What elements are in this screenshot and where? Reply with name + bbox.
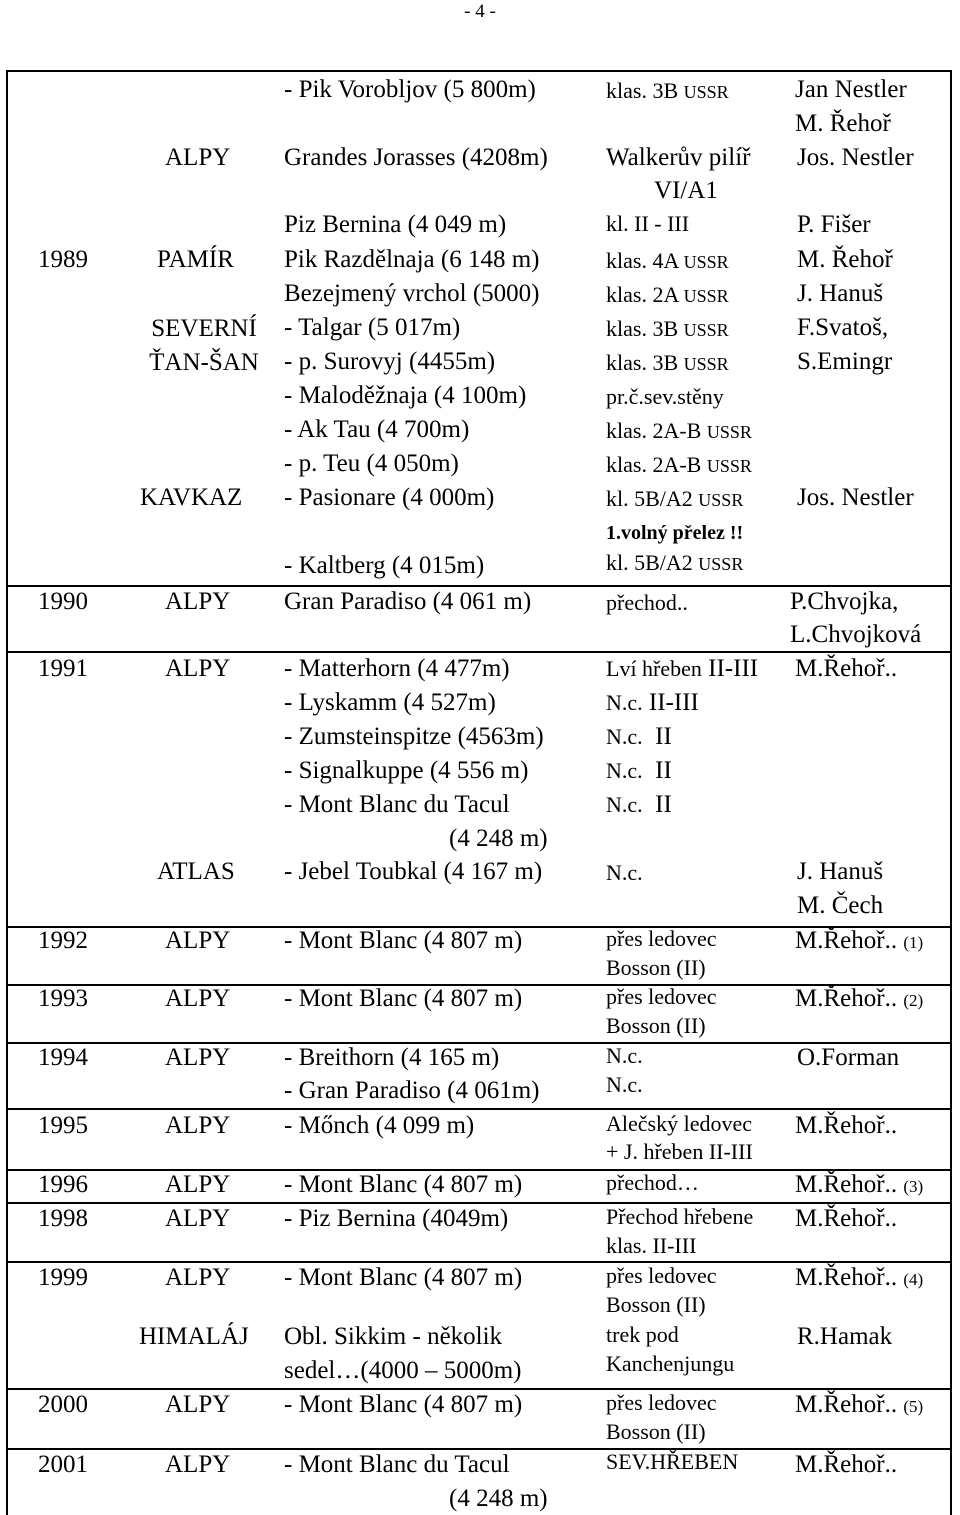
year: 1990 (38, 588, 88, 615)
grade: N.c. (606, 1072, 643, 1097)
climber-name-text: M.Řehoř.. (795, 985, 898, 1012)
grade-tag: USSR (706, 456, 752, 476)
climber-name: P. Fišer (797, 211, 871, 238)
grade: SEV.HŘEBEN (606, 1449, 739, 1474)
grade-tag: USSR (698, 554, 744, 574)
grade (606, 451, 752, 480)
year: 1994 (38, 1044, 88, 1071)
grade: trek pod (606, 1322, 679, 1347)
route: - Lyskamm (4 527m) (284, 689, 496, 716)
route: Gran Paradiso (4 061 m) (284, 588, 532, 615)
region: ALPY (165, 1044, 231, 1071)
region: HIMALÁJ (139, 1323, 249, 1350)
grade: Walkerův pilíř (606, 144, 751, 171)
footnote-ref: (3) (903, 1177, 924, 1196)
grade-value: klas. 3B (606, 316, 679, 341)
region: ALPY (165, 1112, 231, 1139)
grade: Bosson (II) (606, 1013, 706, 1038)
grade: přes ledovec (606, 1390, 717, 1415)
grade (606, 485, 743, 514)
climber-name (795, 926, 923, 958)
region: ŤAN-ŠAN (149, 349, 259, 376)
grade (606, 349, 729, 378)
route: - Zumsteinspitze (4563m) (284, 723, 544, 750)
route: - Talgar (5 017m) (284, 314, 461, 341)
grade-prefix: N.c. (606, 724, 643, 749)
route: - Pik Vorobljov (5 800m) (284, 76, 536, 103)
grade-value: II (655, 723, 672, 750)
grade (606, 756, 672, 786)
region: ALPY (165, 144, 231, 171)
grade-tag: USSR (698, 490, 744, 510)
route: Obl. Sikkim - několik (284, 1323, 503, 1350)
grade: Kanchenjungu (606, 1351, 735, 1376)
grade: N.c. (606, 860, 643, 885)
route: Grandes Jorasses (4208m) (284, 144, 548, 171)
climber-name-text: M.Řehoř.. (795, 1171, 898, 1198)
grade-value: II-III (708, 655, 759, 682)
route: - Mont Blanc du Tacul (284, 791, 510, 818)
climber-name: J. Hanuš (797, 280, 884, 307)
climber-name: F.Svatoš, (797, 314, 889, 341)
grade-value: klas. 3B (606, 350, 679, 375)
region: PAMÍR (157, 246, 234, 273)
grade-prefix: N.c. (606, 690, 643, 715)
grade-value: kl. 5B/A2 (606, 486, 693, 511)
footnote-ref: (5) (903, 1397, 924, 1416)
year: 1998 (38, 1205, 88, 1232)
climber-name: M.Řehoř.. (795, 1112, 898, 1139)
route: - Ak Tau (4 700m) (284, 416, 470, 443)
region: ALPY (165, 1171, 231, 1198)
grade (606, 77, 729, 106)
route: - Pasionare (4 000m) (284, 484, 495, 511)
climber-name: Jan Nestler (795, 76, 907, 103)
grade (606, 688, 699, 718)
route: - Maloděžnaja (4 100m) (284, 382, 527, 409)
region: ALPY (165, 1205, 231, 1232)
climber-name: L.Chvojková (790, 621, 922, 648)
climber-name: Jos. Nestler (797, 484, 914, 511)
grade-value: 1.volný přelez !! (606, 522, 744, 544)
climber-name: M.Řehoř.. (795, 655, 898, 682)
grade (606, 417, 752, 446)
grade-value: II-III (648, 689, 699, 716)
year: 2000 (38, 1391, 88, 1418)
grade-tag: USSR (683, 286, 729, 306)
year: 1991 (38, 655, 88, 682)
route: - Jebel Toubkal (4 167 m) (284, 858, 543, 885)
route: - Mont Blanc (4 807 m) (284, 927, 523, 954)
grade-value: kl. 5B/A2 (606, 550, 693, 575)
grade: přechod… (606, 1170, 699, 1195)
grade-tag: USSR (683, 82, 729, 102)
grade: Bosson (II) (606, 1419, 706, 1444)
grade: přes ledovec (606, 926, 717, 951)
grade (606, 281, 729, 310)
grade: pr.č.sev.stěny (606, 384, 724, 409)
climber-name (795, 1263, 923, 1295)
grade: Přechod hřebene (606, 1204, 754, 1229)
grade-value: klas. 4A (606, 248, 679, 273)
grade-note (606, 518, 743, 547)
route: - Piz Bernina (4049m) (284, 1205, 509, 1232)
grade: VI/A1 (654, 177, 718, 204)
year: 1993 (38, 985, 88, 1012)
route: - p. Surovyj (4455m) (284, 348, 496, 375)
grade (606, 654, 758, 684)
grade: klas. II-III (606, 1233, 697, 1258)
climber-name: M.Řehoř.. (795, 1205, 898, 1232)
footnote-ref: (2) (903, 991, 924, 1010)
region: ALPY (165, 1264, 231, 1291)
grade (606, 549, 743, 578)
grade (606, 790, 672, 820)
grade: Bosson (II) (606, 955, 706, 980)
route: - Kaltberg (4 015m) (284, 552, 485, 579)
climber-name: R.Hamak (797, 1323, 893, 1350)
grade-prefix: N.c. (606, 758, 643, 783)
grade: N.c. (606, 1043, 643, 1068)
grade-tag: USSR (683, 354, 729, 374)
region: ALPY (165, 985, 231, 1012)
climber-name: M. Řehoř (797, 246, 893, 273)
region: ALPY (165, 1451, 231, 1478)
climber-name (795, 1390, 923, 1422)
footnote-ref: (1) (903, 933, 924, 952)
row-divider (8, 1108, 950, 1110)
grade-value: klas. 2A-B (606, 418, 702, 443)
grade-value: II (655, 757, 672, 784)
climber-name: S.Emingr (797, 348, 893, 375)
climber-name: Jos. Nestler (797, 144, 914, 171)
route: (4 248 m) (449, 1485, 548, 1512)
route: - Signalkuppe (4 556 m) (284, 757, 529, 784)
route: - Breithorn (4 165 m) (284, 1044, 500, 1071)
region: ALPY (165, 927, 231, 954)
grade: + J. hřeben II-III (606, 1139, 753, 1164)
grade: přes ledovec (606, 1263, 717, 1288)
grade (606, 315, 729, 344)
climber-name: M. Řehoř (795, 110, 891, 137)
region: ATLAS (157, 858, 235, 885)
grade-value: II (655, 791, 672, 818)
route: Pik Razdělnaja (6 148 m) (284, 246, 540, 273)
route: - Mont Blanc (4 807 m) (284, 1171, 523, 1198)
route: Piz Bernina (4 049 m) (284, 211, 507, 238)
route: - Mont Blanc du Tacul (284, 1451, 510, 1478)
route: - Gran Paradiso (4 061m) (284, 1077, 540, 1104)
climber-name-text: M.Řehoř.. (795, 1391, 898, 1418)
route: - Mőnch (4 099 m) (284, 1112, 475, 1139)
grade-tag: USSR (683, 252, 729, 272)
grade: Alečský ledovec (606, 1111, 752, 1136)
grade-prefix: Lví hřeben (606, 656, 702, 681)
row-divider (8, 651, 950, 653)
region: ALPY (165, 655, 231, 682)
climber-name-text: M.Řehoř.. (795, 927, 898, 954)
route: sedel…(4000 – 5000m) (284, 1357, 522, 1384)
region: ALPY (165, 588, 231, 615)
grade: přechod.. (606, 590, 688, 615)
year: 1999 (38, 1264, 88, 1291)
page-number: - 4 - (464, 1, 496, 22)
year: 1992 (38, 927, 88, 954)
grade: Bosson (II) (606, 1292, 706, 1317)
region: SEVERNÍ (151, 315, 257, 342)
climber-name (795, 1170, 923, 1202)
year: 1995 (38, 1112, 88, 1139)
region: KAVKAZ (140, 484, 243, 511)
route: - Matterhorn (4 477m) (284, 655, 510, 682)
climber-name (795, 984, 923, 1016)
grade (606, 247, 729, 276)
region: ALPY (165, 1391, 231, 1418)
grade-tag: USSR (706, 422, 752, 442)
route: - p. Teu (4 050m) (284, 450, 459, 477)
climber-name: J. Hanuš (797, 858, 884, 885)
route: - Mont Blanc (4 807 m) (284, 985, 523, 1012)
grade-tag: USSR (683, 320, 729, 340)
grade-value: klas. 2A (606, 282, 679, 307)
footnote-ref: (4) (903, 1270, 924, 1289)
grade-value: klas. 2A-B (606, 452, 702, 477)
route: (4 248 m) (449, 825, 548, 852)
climber-name: M.Řehoř.. (795, 1451, 898, 1478)
year: 1996 (38, 1171, 88, 1198)
route: Bezejmený vrchol (5000) (284, 280, 540, 307)
route: - Mont Blanc (4 807 m) (284, 1264, 523, 1291)
year: 2001 (38, 1451, 88, 1478)
grade: kl. II - III (606, 211, 690, 236)
climber-name: O.Forman (797, 1044, 900, 1071)
grade (606, 722, 672, 752)
grade: přes ledovec (606, 984, 717, 1009)
year: 1989 (38, 246, 88, 273)
grade-value: klas. 3B (606, 78, 679, 103)
climber-name: P.Chvojka, (790, 588, 899, 615)
climber-name: M. Čech (797, 892, 884, 919)
grade-prefix: N.c. (606, 792, 643, 817)
climber-name-text: M.Řehoř.. (795, 1264, 898, 1291)
route: - Mont Blanc (4 807 m) (284, 1391, 523, 1418)
